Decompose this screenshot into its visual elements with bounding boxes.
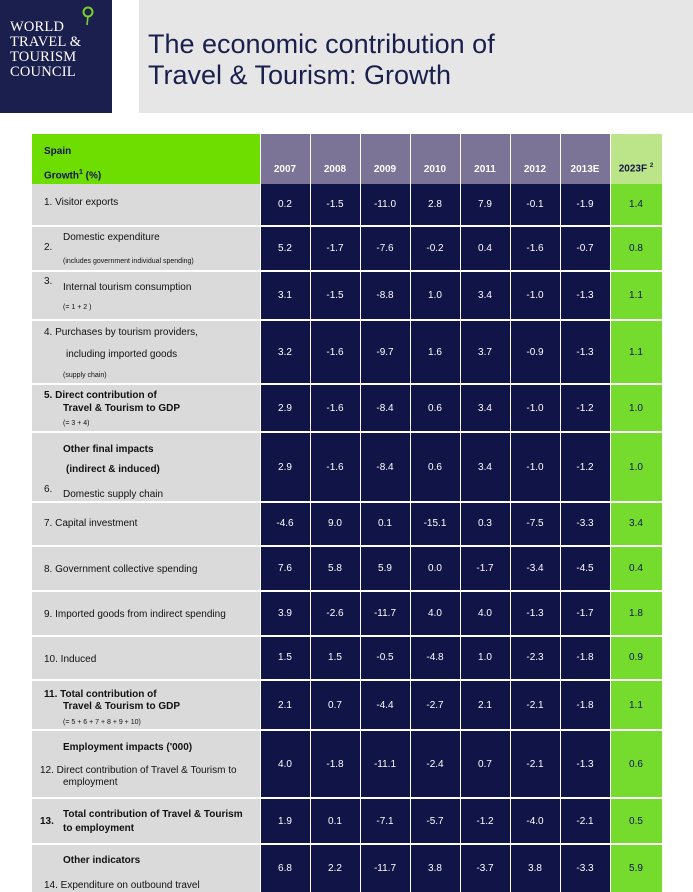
value-cell: 4.0: [428, 608, 442, 619]
value-cell: -1.6: [326, 347, 344, 358]
row-label-government-collective-spending: 8. Government collective spending: [44, 564, 198, 575]
value-cell: 2.2: [328, 863, 342, 874]
forecast-cell: 3.4: [629, 518, 643, 529]
value-cell: -0.7: [576, 243, 594, 254]
value-cell: -4.4: [376, 700, 394, 711]
forecast-cell: 0.5: [629, 816, 643, 827]
value-cell: 3.7: [478, 347, 492, 358]
forecast-cell: 1.1: [629, 700, 643, 711]
forecast-cell: 1.8: [629, 608, 643, 619]
value-cell: -11.7: [373, 608, 397, 619]
value-cell: 1.5: [278, 652, 292, 663]
value-cell: -1.8: [326, 759, 344, 770]
value-cell: 3.4: [478, 290, 492, 301]
value-cell: 0.1: [378, 518, 392, 529]
forecast-year-header: 2023F $^2$: [618, 163, 654, 175]
row-label-other-indicators: Other indicators: [63, 855, 141, 866]
row-label-direct-contribution-line-2: Travel & Tourism to GDP: [63, 403, 181, 414]
value-cell: -1.7: [326, 243, 344, 254]
value-cell: -4.8: [426, 652, 444, 663]
value-cell: -2.4: [426, 759, 444, 770]
value-cell: -1.6: [326, 462, 344, 473]
value-cell: 0.6: [428, 403, 442, 414]
value-cell: 1.0: [478, 652, 492, 663]
value-cell: 2.1: [278, 700, 292, 711]
value-cell: 2.8: [428, 199, 442, 210]
value-cell: -1.9: [576, 199, 594, 210]
value-cell: -1.2: [576, 462, 594, 473]
value-cell: -4.5: [576, 563, 594, 574]
value-cell: 0.0: [428, 563, 442, 574]
forecast-cell: 0.4: [629, 563, 643, 574]
logo-line-3: TOURISM: [10, 49, 77, 65]
value-cell: -8.8: [376, 290, 394, 301]
value-cell: 5.9: [378, 563, 392, 574]
row-label-outbound-travel: 14. Expenditure on outbound travel: [44, 880, 200, 891]
value-cell: -5.7: [426, 816, 444, 827]
value-cell: 1.6: [428, 347, 442, 358]
value-cell: -2.1: [576, 816, 594, 827]
row-label-total-contribution-gdp-line-2: Travel & Tourism to GDP: [63, 701, 181, 712]
forecast-cell: 0.6: [629, 759, 643, 770]
row-label-imported-goods: 9. Imported goods from indirect spending: [44, 609, 226, 620]
value-cell: 3.4: [478, 403, 492, 414]
row-label-domestic-supply-chain: Domestic supply chain: [63, 489, 164, 500]
row-note: (= 5 + 6 + 7 + 8 + 9 + 10): [63, 719, 141, 726]
value-cell: -2.7: [426, 700, 444, 711]
value-cell: -3.4: [526, 563, 544, 574]
forecast-cell: 0.9: [629, 652, 643, 663]
value-cell: -0.9: [526, 347, 544, 358]
row-number: 3.: [44, 276, 53, 287]
value-cell: 3.8: [528, 863, 542, 874]
row-label-internal-tourism-consumption: Internal tourism consumption: [63, 282, 192, 293]
value-cell: -0.2: [426, 243, 444, 254]
page-title-line-1: The economic contribution of: [148, 29, 495, 59]
row-label-direct-contribution: 5. Direct contribution of: [44, 390, 157, 401]
value-cell: -1.6: [326, 403, 344, 414]
value-cell: -7.1: [376, 816, 394, 827]
year-header: 2012: [523, 164, 547, 175]
value-cell: -1.7: [576, 608, 594, 619]
value-cell: 5.8: [328, 563, 342, 574]
row-label-induced: 10. Induced: [44, 654, 97, 665]
row-note: (= 1 + 2 ): [63, 304, 92, 311]
value-cell: -4.0: [526, 816, 544, 827]
value-cell: 0.6: [428, 462, 442, 473]
forecast-cell: 5.9: [629, 863, 643, 874]
value-cell: -7.5: [526, 518, 544, 529]
value-cell: -7.6: [376, 243, 394, 254]
value-cell: -11.7: [373, 863, 397, 874]
value-cell: -8.4: [376, 403, 394, 414]
value-cell: 3.2: [278, 347, 292, 358]
row-label-purchases: 4. Purchases by tourism providers,: [44, 327, 198, 338]
value-cell: 1.0: [428, 290, 442, 301]
value-cell: 4.0: [478, 608, 492, 619]
forecast-cell: 1.0: [629, 462, 643, 473]
row-label-purchases-line-2: including imported goods: [66, 349, 178, 360]
forecast-cell: 1.1: [629, 347, 643, 358]
forecast-cell: 0.8: [629, 243, 643, 254]
row-label-other-final-impacts: Other final impacts: [63, 444, 154, 455]
value-cell: 5.2: [278, 243, 292, 254]
value-cell: -1.3: [576, 290, 594, 301]
value-cell: -3.3: [576, 863, 594, 874]
row-label-indirect-induced: (indirect & induced): [66, 464, 160, 475]
growth-label: Growth$^1$ (%): [44, 169, 102, 182]
year-header: 2010: [423, 164, 447, 175]
value-cell: -3.7: [476, 863, 494, 874]
value-cell: -2.1: [526, 759, 544, 770]
value-cell: 3.9: [278, 608, 292, 619]
value-cell: -2.3: [526, 652, 544, 663]
value-cell: -1.6: [526, 243, 544, 254]
value-cell: -1.3: [576, 347, 594, 358]
row-note: (includes government individual spending): [63, 258, 194, 265]
value-cell: 3.8: [428, 863, 442, 874]
year-header: 2013E: [570, 164, 600, 175]
value-cell: -8.4: [376, 462, 394, 473]
value-cell: 0.2: [278, 199, 292, 210]
row-label-total-employment: Total contribution of Travel & Tourism: [63, 809, 243, 820]
logo-line-4: COUNCIL: [10, 64, 76, 80]
value-cell: 6.8: [278, 863, 292, 874]
value-cell: -1.2: [476, 816, 494, 827]
value-cell: 1.5: [328, 652, 342, 663]
value-cell: -9.7: [376, 347, 394, 358]
value-cell: 1.9: [278, 816, 292, 827]
row-number: 13.: [40, 816, 54, 827]
value-cell: 0.7: [328, 700, 342, 711]
value-cell: -1.0: [526, 403, 544, 414]
value-cell: -11.1: [373, 759, 397, 770]
value-cell: 2.9: [278, 403, 292, 414]
year-header: 2007: [273, 164, 297, 175]
value-cell: -1.0: [526, 462, 544, 473]
logo-line-1: WORLD: [10, 19, 65, 35]
value-cell: 0.1: [328, 816, 342, 827]
row-label-total-contribution-gdp: 11. Total contribution of: [44, 689, 157, 700]
page-title: [139, 0, 693, 113]
value-cell: 3.4: [478, 462, 492, 473]
value-cell: -1.3: [576, 759, 594, 770]
row-number: 6.: [44, 484, 53, 495]
year-header: 2009: [373, 164, 397, 175]
forecast-cell: 1.1: [629, 290, 643, 301]
row-note: (= 3 + 4): [63, 420, 90, 427]
value-cell: -1.5: [326, 199, 344, 210]
globe-mark-icon: [81, 6, 95, 26]
forecast-cell: 1.0: [629, 403, 643, 414]
row-label-visitor-exports: 1. Visitor exports: [44, 197, 119, 208]
value-cell: -0.1: [526, 199, 544, 210]
row-label-capital-investment: 7. Capital investment: [44, 518, 138, 529]
year-header: 2008: [323, 164, 347, 175]
value-cell: -2.6: [326, 608, 344, 619]
value-cell: -1.2: [576, 403, 594, 414]
value-cell: -0.5: [376, 652, 394, 663]
value-cell: 0.4: [478, 243, 492, 254]
value-cell: 7.6: [278, 563, 292, 574]
value-cell: -3.3: [576, 518, 594, 529]
year-header: 2011: [474, 164, 496, 175]
row-label-total-employment-line-2: to employment: [63, 823, 135, 834]
value-cell: -1.7: [476, 563, 494, 574]
value-cell: 4.0: [278, 759, 292, 770]
row-number: 2.: [44, 242, 53, 253]
value-cell: -1.3: [526, 608, 544, 619]
growth-table: [32, 134, 662, 892]
row-label-domestic-expenditure: Domestic expenditure: [63, 232, 160, 243]
row-note: (supply chain): [63, 372, 107, 379]
page-title-line-2: Travel & Tourism: Growth: [148, 60, 452, 90]
value-cell: -1.8: [576, 652, 594, 663]
value-cell: -4.6: [276, 518, 294, 529]
value-cell: -15.1: [423, 518, 447, 529]
logo-line-2: TRAVEL &: [10, 34, 82, 50]
value-cell: 0.3: [478, 518, 492, 529]
value-cell: 3.1: [278, 290, 292, 301]
value-cell: 2.9: [278, 462, 292, 473]
value-cell: -1.8: [576, 700, 594, 711]
row-label-direct-employment: 12. Direct contribution of Travel & Tourism to: [40, 765, 237, 776]
value-cell: -11.0: [373, 199, 397, 210]
row-label-direct-employment-line-2: employment: [63, 777, 118, 788]
value-cell: 9.0: [328, 518, 342, 529]
value-cell: -2.1: [526, 700, 544, 711]
value-cell: -1.5: [326, 290, 344, 301]
value-cell: 0.7: [478, 759, 492, 770]
value-cell: -1.0: [526, 290, 544, 301]
country-label: Spain: [44, 146, 72, 157]
value-cell: 2.1: [478, 700, 492, 711]
value-cell: 7.9: [478, 199, 492, 210]
row-label-employment-impacts: Employment impacts ('000): [63, 742, 193, 753]
wttc-logo: [0, 0, 112, 113]
forecast-cell: 1.4: [629, 199, 643, 210]
